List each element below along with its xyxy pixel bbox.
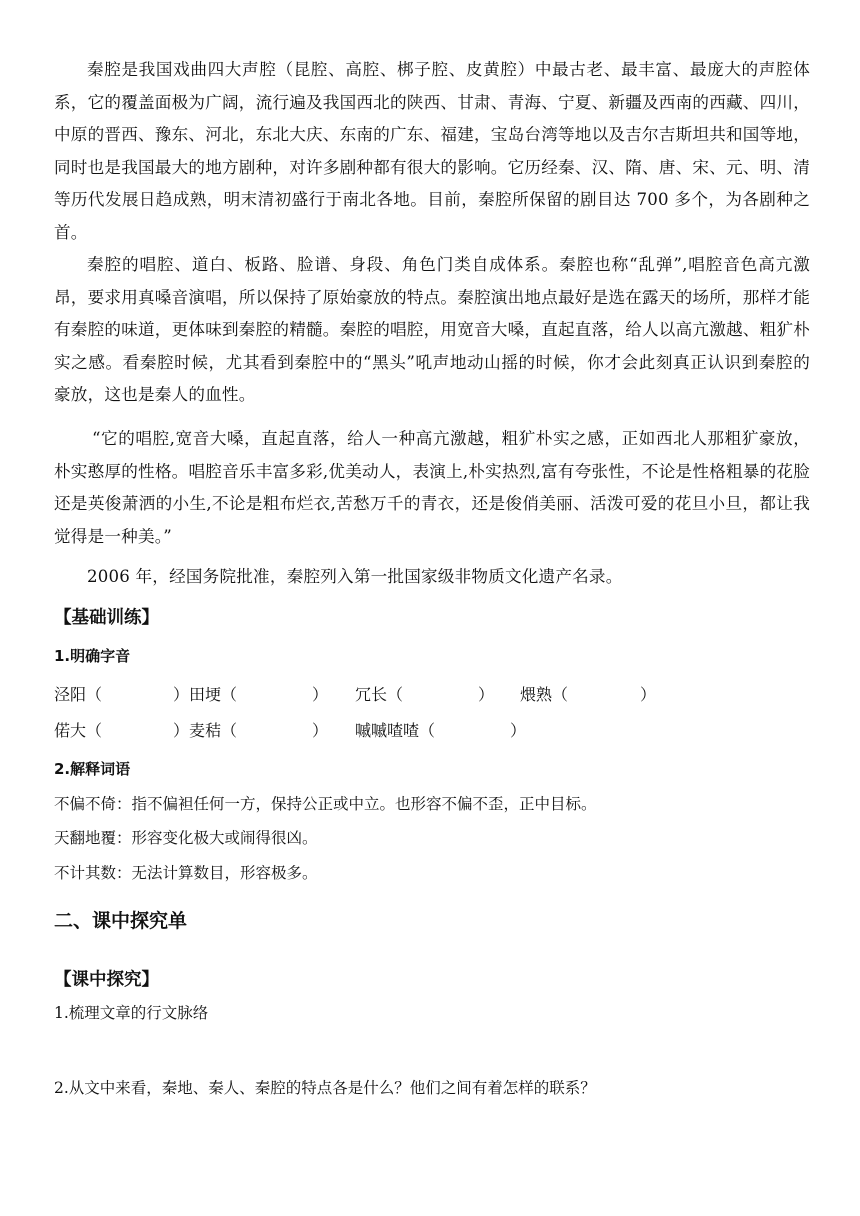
passage-paragraph-1: 秦腔是我国戏曲四大声腔（昆腔、高腔、梆子腔、皮黄腔）中最古老、最丰富、最庞大的声腔体系，它的覆盖面极为广阔，流行遍及我国西北的陕西、甘肃、青海、宁夏、新疆及西南的西藏、四川，中原的晋西、豫东、河北，东北大庆、东南的广东、福建，宝岛台湾等地以及吉尔吉斯坦共和国等地，同时也是我国最大的地方剧种，对许多剧种都有很大的影响。它历经秦、汉、隋、唐、宋、元、明、清等历代发展日趋成熟，明末清初盛行于南北各地。目前，秦腔所保留的剧目达 700 多个，为各剧种之首。 bbox=[54, 60, 810, 242]
pinyin-blank-item: 嘁嘁喳喳（ bbox=[355, 721, 436, 740]
passage-paragraph-4: 2006 年，经国务院批准，秦腔列入第一批国家级非物质文化遗产名录。 bbox=[87, 567, 623, 586]
pinyin-blank-item: 煨熟（ bbox=[520, 685, 569, 704]
pinyin-blank-item: 偌大（ bbox=[54, 721, 103, 740]
section-two-title: 二、课中探究单 bbox=[54, 910, 188, 932]
pinyin-blank-item: ）田埂（ bbox=[173, 685, 238, 704]
passage-paragraph-2: 秦腔的唱腔、道白、板路、脸谱、身段、角色门类自成体系。秦腔也称“乱弹”,唱腔音色高亢激昂，要求用真嗓音演唱，所以保持了原始豪放的特点。秦腔演出地点最好是选在露天的场所，那样才能有秦腔的味道，更体味到秦腔的精髓。秦腔的唱腔，用宽音大嗓，直起直落，给人以高亢激越、粗犷朴实之感。看秦腔时候，尤其看到秦腔中的“黑头”吼声地动山摇的时候，你才会此刻真正认识到秦腔的豪放，这也是秦人的血性。 bbox=[54, 255, 810, 405]
passage-paragraph-3-quote: “它的唱腔,宽音大嗓，直起直落，给人一种高亢激越，粗犷朴实之感，正如西北人那粗犷豪放，朴实憨厚的性格。唱腔音乐丰富多彩,优美动人，表演上,朴实热烈,富有夸张性，不论是性格粗暴的花脸还是英俊萧洒的小生,不论是粗布烂衣,苦愁万千的青衣，还是俊俏美丽、活泼可爱的花旦小旦，都让我觉得是一种美。” bbox=[54, 429, 810, 546]
definition-line: 不偏不倚：指不偏袒任何一方，保持公正或中立。也形容不偏不歪，正中目标。 bbox=[54, 795, 597, 813]
in-class-inquiry-heading: 【课中探究】 bbox=[54, 970, 159, 990]
pinyin-blank-item: 泾阳（ bbox=[54, 685, 103, 704]
definition-line: 天翻地覆：形容变化极大或闹得很凶。 bbox=[54, 829, 318, 847]
pinyin-blank-item: 冗长（ bbox=[355, 685, 404, 704]
pinyin-blank-close: ） bbox=[312, 721, 329, 740]
pinyin-blank-item: ）麦秸（ bbox=[173, 721, 238, 740]
basic-training-heading: 【基础训练】 bbox=[54, 608, 159, 628]
inquiry-question-1: 1.梳理文章的行文脉络 bbox=[54, 1004, 209, 1022]
word-explanation-title: 2.解释词语 bbox=[54, 760, 131, 778]
pinyin-blank-close: ） bbox=[312, 685, 329, 704]
pronunciation-question-title: 1.明确字音 bbox=[54, 647, 131, 665]
pinyin-blank-close: ） bbox=[478, 685, 495, 704]
pinyin-blank-close: ） bbox=[510, 721, 527, 740]
inquiry-question-2: 2.从文中来看，秦地、秦人、秦腔的特点各是什么？他们之间有着怎样的联系？ bbox=[54, 1079, 596, 1097]
pinyin-blank-close: ） bbox=[640, 685, 657, 704]
definition-line: 不计其数：无法计算数目，形容极多。 bbox=[54, 864, 318, 882]
